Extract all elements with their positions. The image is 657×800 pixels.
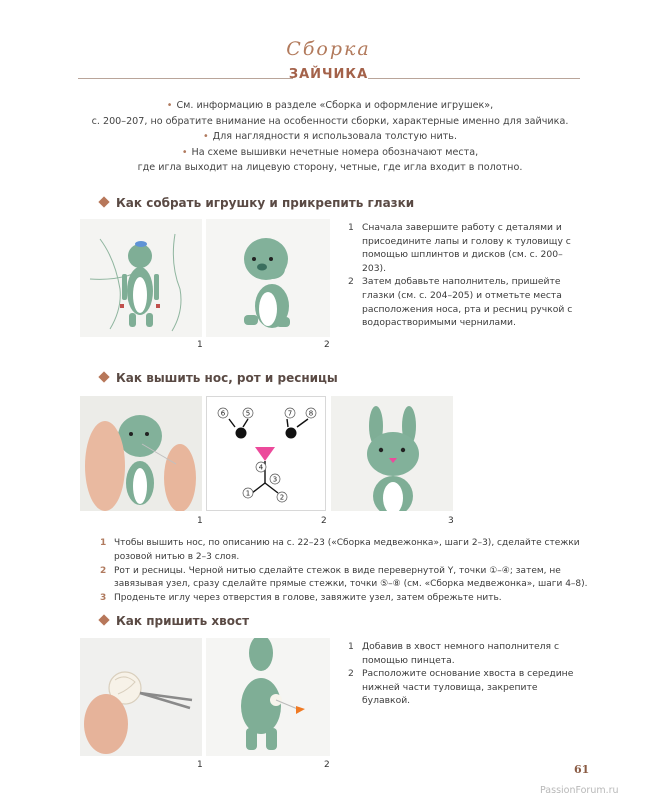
diagram-point: 1 <box>245 489 251 498</box>
intro-line: • Для наглядности я использовала толстую нить. <box>202 131 458 142</box>
photo-number: 2 <box>324 340 330 350</box>
photo-number: 1 <box>197 516 203 526</box>
step-item: 1 Добавив в хвост немного наполнителя с помощью пинцета. <box>348 641 560 666</box>
photo-number: 3 <box>448 516 454 526</box>
photo-number: 2 <box>324 760 330 770</box>
embroidery-diagram <box>206 396 326 511</box>
intro-line: • См. информацию в разделе «Сборка и оформление игрушек», <box>166 100 494 111</box>
intro-line: где игла выходит на лицевую сторону, четные, где игла входит в полотно. <box>137 162 523 173</box>
diagram-point: 2 <box>279 493 285 502</box>
page-title: ЗАЙЧИКА <box>288 67 369 82</box>
photo-number: 1 <box>197 760 203 770</box>
section-title-tail: Как пришить хвост <box>100 614 249 628</box>
photo-assemble-1 <box>80 219 202 337</box>
diagram-point: 4 <box>258 463 264 472</box>
diagram-point: 3 <box>272 475 278 484</box>
intro-line: с. 200–207, но обратите внимание на особенности сборки, характерные именно для зайчика. <box>91 115 569 127</box>
diamond-bullet-icon <box>98 196 109 207</box>
photo-number: 2 <box>321 516 327 526</box>
intro-line: • На схеме вышивки нечетные номера обозначают места, <box>181 146 479 158</box>
steps-tail <box>348 640 580 708</box>
photo-tail-2 <box>206 638 330 756</box>
steps-assemble <box>348 221 580 330</box>
steps-embroider <box>100 537 590 606</box>
diamond-bullet-icon <box>98 371 109 382</box>
diagram-point: 6 <box>220 409 226 418</box>
photo-embroider-3 <box>331 396 453 511</box>
intro-notes <box>60 98 600 176</box>
section-title-assemble: Как собрать игрушку и прикрепить глазки <box>100 196 414 210</box>
page-number: 61 <box>574 763 590 776</box>
section-heading: Сборка <box>286 38 371 60</box>
step-item: 2 Рот и ресницы. Черной нитью сделайте стежок в виде перевернутой Y, точки ①–④; затем, не завязывая узел, сразу сделайте прямые стежки, точки ⑤–⑧ (см. «Сборка медвежонка», шаги 4–8). <box>100 565 588 590</box>
step-item: 2 Расположите основание хвоста в середине нижней части туловища, закрепите булавкой. <box>348 668 574 707</box>
photo-assemble-2 <box>206 219 330 337</box>
diamond-bullet-icon <box>98 614 109 625</box>
photo-tail-1 <box>80 638 202 756</box>
diagram-point: 5 <box>245 409 251 418</box>
watermark: PassionForum.ru <box>540 785 619 796</box>
step-item: 1 Сначала завершите работу с деталями и присоедините лапы и голову к туловищу с помощью шплинтов и дисков (см. с. 200–203). <box>348 222 571 274</box>
step-item: 1 Чтобы вышить нос, по описанию на с. 22–23 («Сборка медвежонка», шаги 2–3), сделайте стежки розовой нитью в 2–3 слоя. <box>100 538 580 562</box>
photo-embroider-1 <box>80 396 202 511</box>
section-title-embroider: Как вышить нос, рот и ресницы <box>100 371 338 385</box>
photo-number: 1 <box>197 340 203 350</box>
step-item: 3 Проденьте иглу через отверстия в голове, завяжите узел, затем обрежьте нить. <box>100 593 502 604</box>
step-item: 2 Затем добавьте наполнитель, пришейте глазки (см. с. 204–205) и отметьте места расположения носа, рта и ресниц ручкой с водорастворимыми чернилами. <box>348 276 573 329</box>
diagram-point: 7 <box>287 409 293 418</box>
diagram-point: 8 <box>308 409 314 418</box>
